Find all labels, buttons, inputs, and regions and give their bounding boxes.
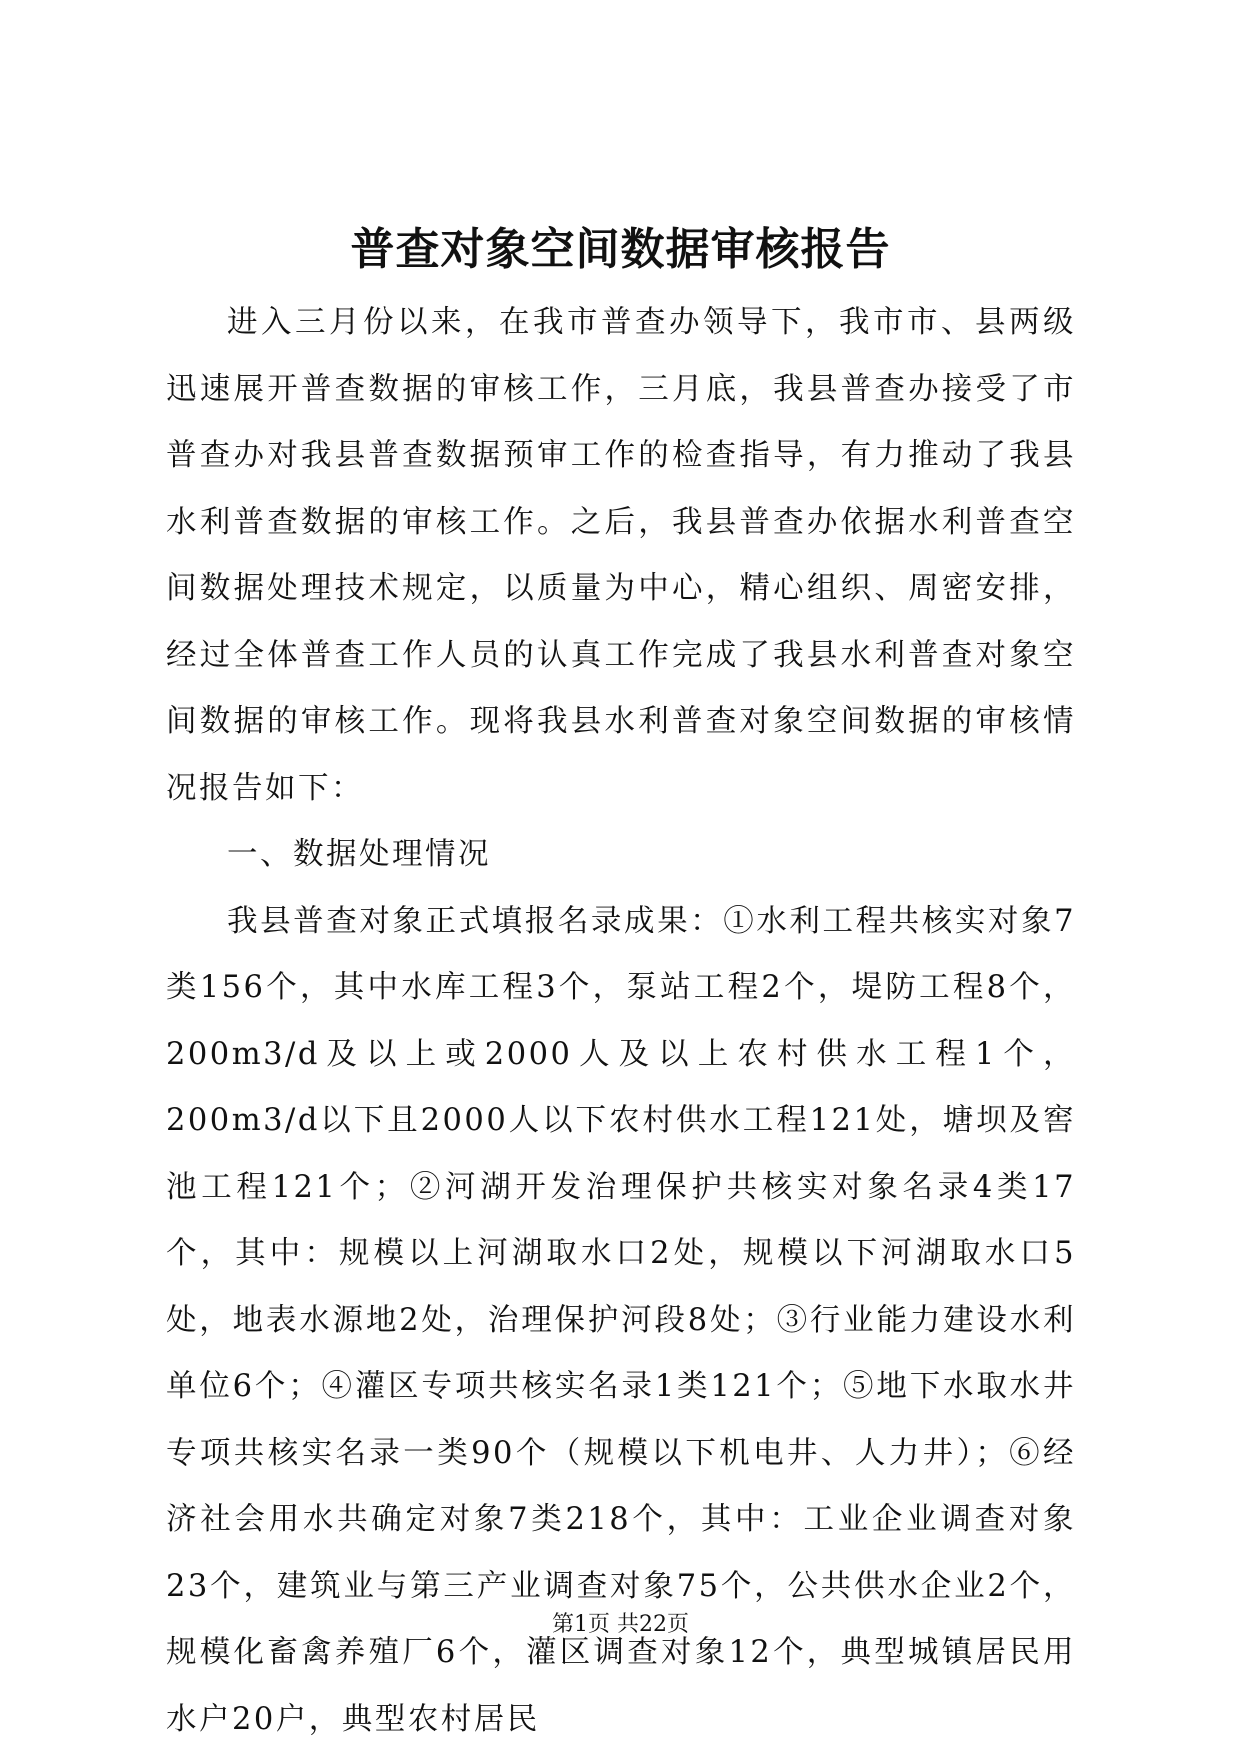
- document-body: [166, 290, 1076, 1753]
- paragraph-results: 我县普查对象正式填报名录成果：①水利工程共核实对象7类156个，其中水库工程3个，泵站工程2个，堤防工程8个，200m3/d及以上或2000人及以上农村供水工程1个，200m3/d以下且2000人以下农村供水工程121处，塘坝及窖池工程121个；②河湖开发治理保护共核实对象名录4类17个，其中：规模以上河湖取水口2处，规模以下河湖取水口5处，地表水源地2处，治理保护河段8处；③行业能力建设水利单位6个；④灌区专项共核实名录1类121个；⑤地下水取水井专项共核实名录一类90个（规模以下机电井、人力井）；⑥经济社会用水共确定对象7类218个，其中：工业企业调查对象23个，建筑业与第三产业调查对象75个，公共供水企业2个，规模化畜禽养殖厂6个，灌区调查对象12个，典型城镇居民用水户20户，典型农村居民: [166, 903, 1076, 1737]
- page-number-footer: 第1页 共22页: [552, 1612, 689, 1637]
- section-heading-data-processing: 一、数据处理情况: [227, 837, 491, 872]
- document-title: 普查对象空间数据审核报告: [350, 224, 891, 275]
- paragraph-intro: 进入三月份以来，在我市普查办领导下，我市市、县两级迅速展开普查数据的审核工作，三月底，我县普查办接受了市普查办对我县普查数据预审工作的检查指导，有力推动了我县水利普查数据的审核工作。之后，我县普查办依据水利普查空间数据处理技术规定，以质量为中心，精心组织、周密安排，经过全体普查工作人员的认真工作完成了我县水利普查对象空间数据的审核工作。现将我县水利普查对象空间数据的审核情况报告如下：: [166, 305, 1076, 806]
